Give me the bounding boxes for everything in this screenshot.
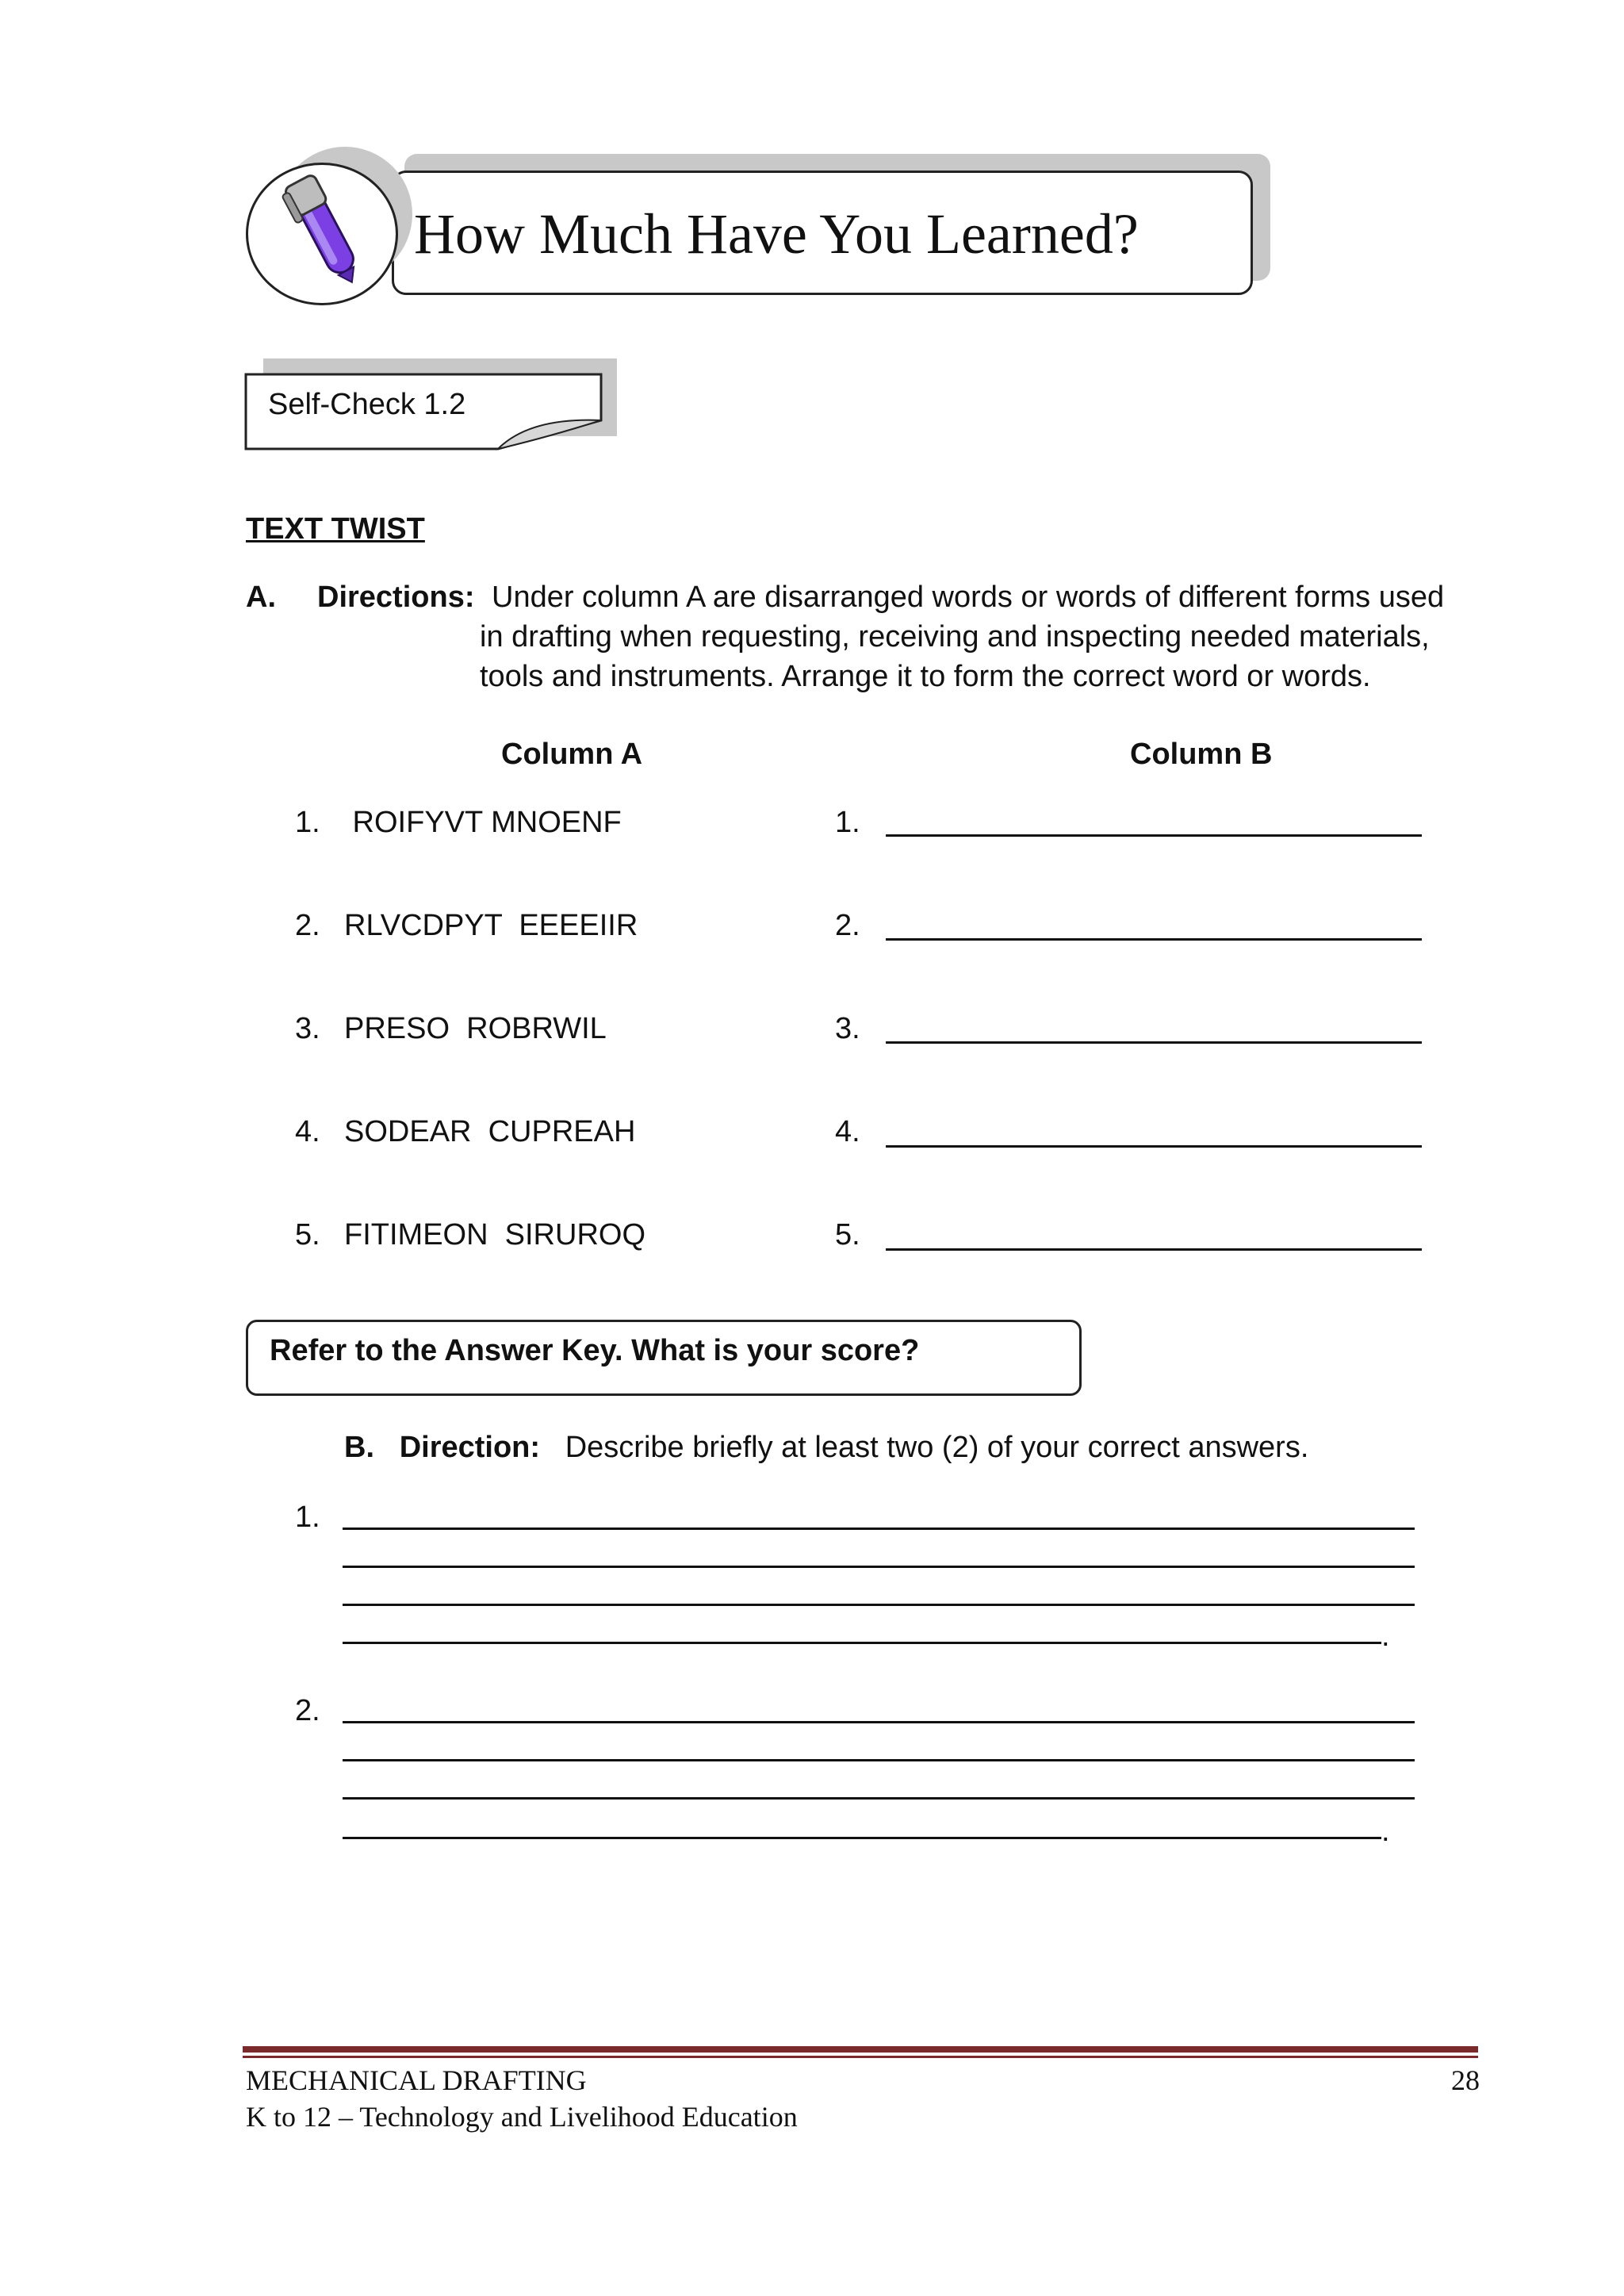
part-b-label: Direction: [399, 1431, 541, 1464]
scrambled-word: RLVCDPYT EEEEIIR [344, 909, 638, 942]
item-number: 2. [295, 909, 320, 942]
directions-line-3: tools and instruments. Arrange it to form the correct word or words. [480, 660, 1371, 693]
column-a-header: Column A [501, 738, 643, 771]
writing-line[interactable] [343, 1759, 1415, 1761]
answer-number: 1. [295, 1501, 320, 1534]
directions-line-2: in drafting when requesting, receiving and inspecting needed materials, [480, 620, 1430, 654]
answer-number: 3. [835, 1012, 860, 1045]
answer-line[interactable] [886, 1041, 1422, 1044]
scrambled-word: ROIFYVT MNOENF [344, 806, 622, 839]
part-b-text: Describe briefly at least two (2) of your correct answers. [565, 1431, 1309, 1464]
scrambled-word: SODEAR CUPREAH [344, 1115, 636, 1148]
writing-line[interactable] [343, 1527, 1415, 1530]
item-number: 4. [295, 1115, 320, 1148]
part-a-letter: A. [246, 581, 276, 614]
writing-line[interactable] [343, 1604, 1415, 1606]
part-b-directions [344, 1429, 1308, 1466]
item-number: 1. [295, 806, 320, 839]
answer-line[interactable] [886, 938, 1422, 941]
answer-number: 2. [835, 909, 860, 942]
line-end-period: . [1381, 1815, 1390, 1848]
writing-line[interactable] [343, 1566, 1415, 1568]
scrambled-word: FITIMEON SIRUROQ [344, 1218, 645, 1251]
directions-line-1: Under column A are disarranged words or words of different forms used [492, 581, 1445, 614]
scrambled-word: PRESO ROBRWIL [344, 1012, 607, 1045]
part-b-letter: B. [344, 1431, 374, 1464]
answer-number: 2. [295, 1694, 320, 1727]
answer-number: 5. [835, 1218, 860, 1251]
column-b-header: Column B [1130, 738, 1273, 771]
footer-subject: MECHANICAL DRAFTING [246, 2064, 587, 2096]
writing-line[interactable] [343, 1642, 1381, 1644]
part-a-directions [480, 577, 1463, 696]
answer-line[interactable] [886, 834, 1422, 837]
self-check-label: Self-Check 1.2 [268, 388, 466, 421]
section-title: TEXT TWIST [246, 512, 425, 546]
footer-rule [243, 2046, 1478, 2053]
item-number: 5. [295, 1218, 320, 1251]
writing-line[interactable] [343, 1837, 1381, 1839]
answer-number: 4. [835, 1115, 860, 1148]
answer-line[interactable] [886, 1145, 1422, 1148]
page-number: 28 [1451, 2064, 1480, 2096]
answer-line[interactable] [886, 1248, 1422, 1251]
footer-program: K to 12 – Technology and Livelihood Education [246, 2101, 798, 2133]
part-a-label: Directions: [317, 581, 475, 614]
writing-line[interactable] [343, 1797, 1415, 1800]
answer-number: 1. [835, 806, 860, 839]
item-number: 3. [295, 1012, 320, 1045]
refer-text: Refer to the Answer Key. What is your score? [270, 1334, 920, 1367]
pen-icon [270, 167, 381, 293]
page-title: How Much Have You Learned? [414, 202, 1139, 266]
footer-rule-thin [243, 2056, 1478, 2058]
line-end-period: . [1381, 1619, 1390, 1653]
writing-line[interactable] [343, 1721, 1415, 1723]
